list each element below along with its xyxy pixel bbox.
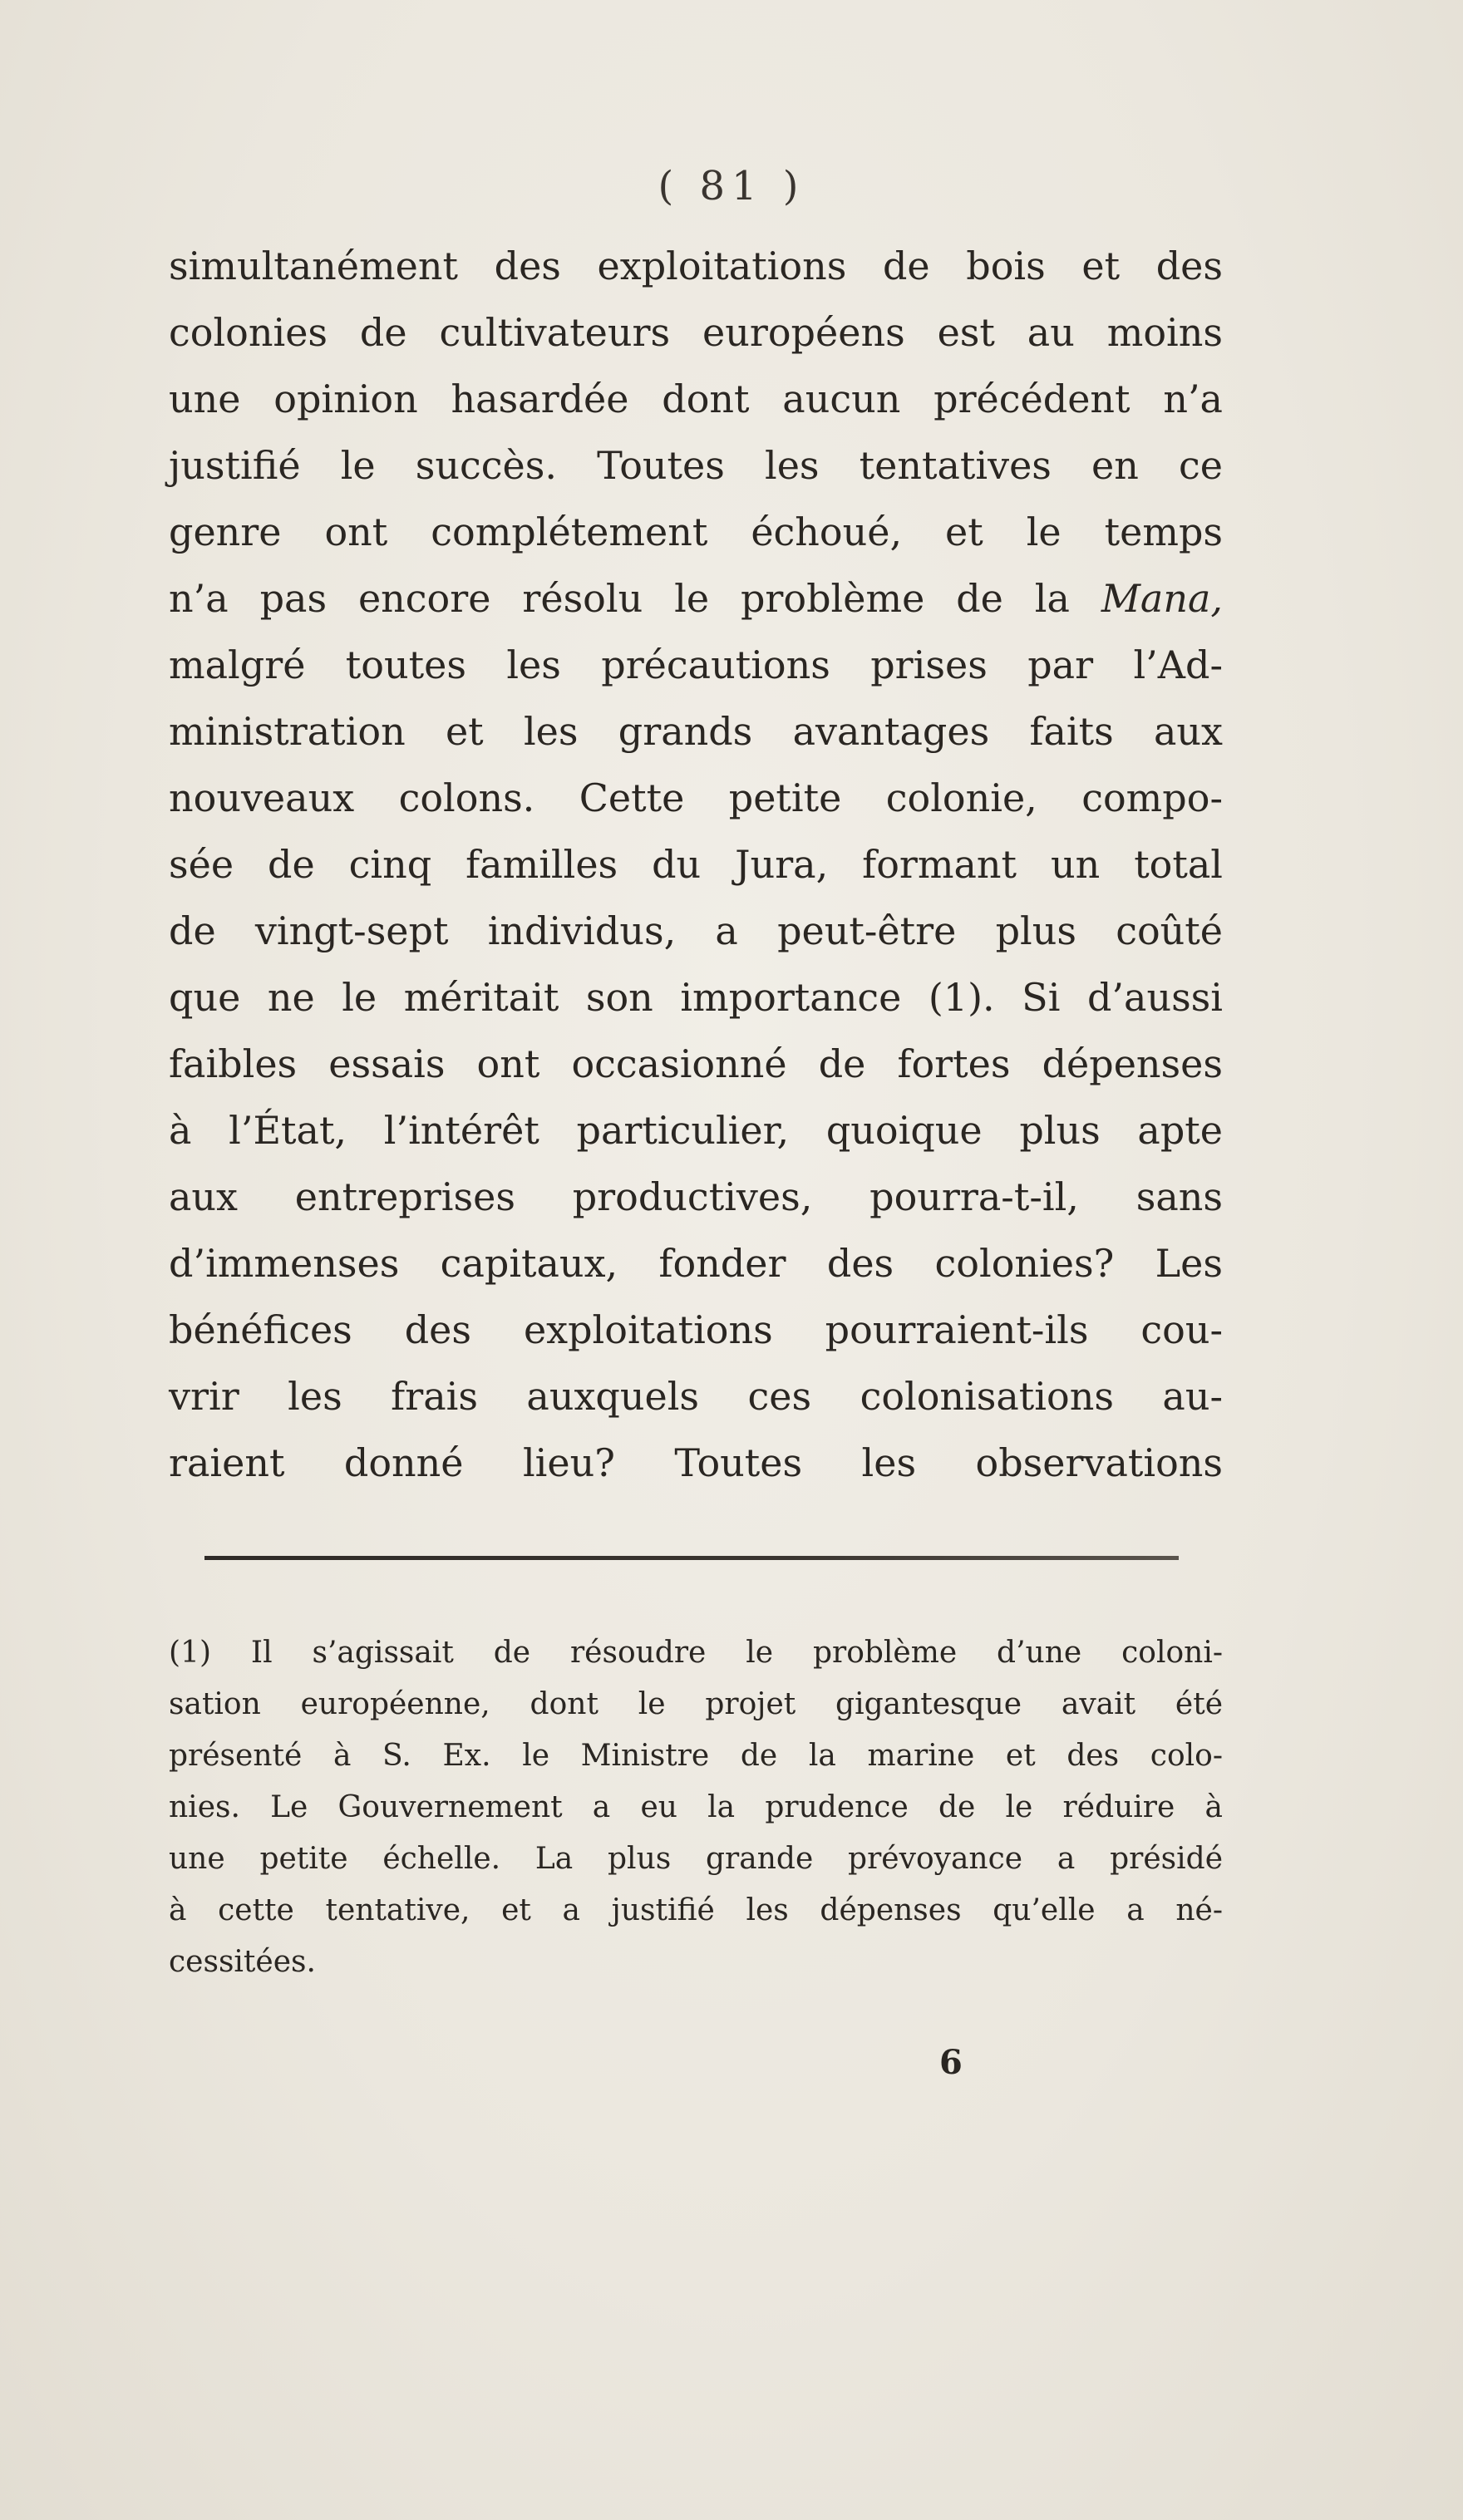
footnote-line: cessitées. bbox=[169, 1945, 316, 1979]
footnote-line: nies. Le Gouvernement a eu la prudence de le réduire à bbox=[169, 1790, 1223, 1824]
italic-place-name: Mana, bbox=[1101, 576, 1224, 621]
body-line: simultanément des exploitations de bois et des bbox=[169, 244, 1223, 288]
body-line: genre ont complétement échoué, et le temps bbox=[169, 509, 1223, 554]
body-line: sée de cinq familles du Jura, formant un total bbox=[169, 842, 1223, 887]
body-line: justifié le succès. Toutes les tentatives en ce bbox=[169, 443, 1223, 488]
body-line: ministration et les grands avantages faits aux bbox=[169, 709, 1223, 754]
body-line-with-italic bbox=[169, 565, 1223, 632]
body-line: aux entreprises productives, pourra-t-il, sans bbox=[169, 1174, 1223, 1219]
body-line: bénéfices des exploitations pourraient-ils cou- bbox=[169, 1307, 1223, 1352]
body-line: nouveaux colons. Cette petite colonie, compo- bbox=[169, 775, 1223, 820]
footnote-line: présenté à S. Ex. le Ministre de la marine et des colo- bbox=[169, 1739, 1223, 1773]
body-text bbox=[169, 233, 1223, 1496]
body-line-text: n’a pas encore résolu le problème de la bbox=[169, 576, 1070, 621]
footnote-line: une petite échelle. La plus grande prévoyance a présidé bbox=[169, 1842, 1223, 1876]
body-line: que ne le méritait son importance (1). Si d’aussi bbox=[169, 975, 1223, 1020]
body-line: malgré toutes les précautions prises par l’Ad- bbox=[169, 642, 1223, 687]
signature-mark: 6 bbox=[939, 2043, 963, 2082]
footnote bbox=[169, 1627, 1223, 1988]
footnote-line: sation européenne, dont le projet gigantesque avait été bbox=[169, 1687, 1223, 1721]
footnote-divider bbox=[204, 1556, 1179, 1560]
body-line: de vingt-sept individus, a peut-être plus coûté bbox=[169, 908, 1223, 953]
footnote-line: (1) Il s’agissait de résoudre le problème d’une coloni- bbox=[169, 1636, 1223, 1670]
body-line: raient donné lieu? Toutes les observations bbox=[169, 1440, 1223, 1485]
body-line: faibles essais ont occasionné de fortes dépenses bbox=[169, 1041, 1223, 1086]
body-line: d’immenses capitaux, fonder des colonies? Les bbox=[169, 1241, 1223, 1286]
body-line: vrir les frais auxquels ces colonisations au- bbox=[169, 1374, 1223, 1419]
body-line: une opinion hasardée dont aucun précédent n’a bbox=[169, 377, 1223, 421]
page-number: ( 81 ) bbox=[658, 163, 805, 209]
body-line: à l’État, l’intérêt particulier, quoique plus apte bbox=[169, 1108, 1223, 1153]
body-line: colonies de cultivateurs européens est au moins bbox=[169, 310, 1223, 355]
footnote-line: à cette tentative, et a justifié les dépenses qu’elle a né- bbox=[169, 1893, 1223, 1927]
